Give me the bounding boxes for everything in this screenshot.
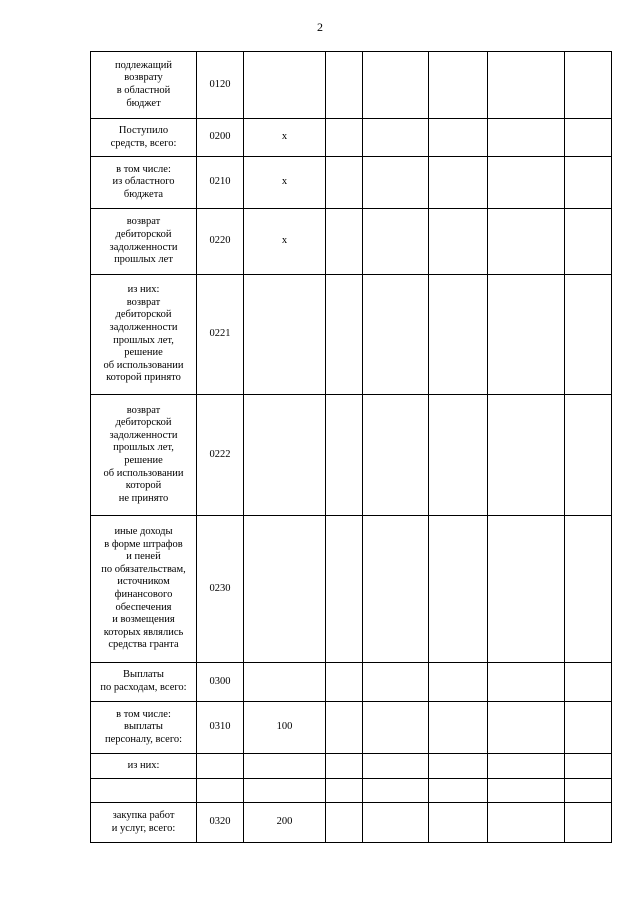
row-code: 0200: [197, 119, 244, 157]
empty-cell: [565, 209, 612, 275]
empty-cell: [363, 395, 429, 516]
table-row: [91, 209, 612, 275]
empty-cell: [363, 157, 429, 209]
amount-cell: x: [244, 209, 326, 275]
empty-cell: [565, 754, 612, 779]
amount-cell: x: [244, 119, 326, 157]
empty-cell: [488, 702, 565, 754]
empty-cell: [363, 516, 429, 663]
empty-cell: [565, 52, 612, 119]
amount-cell: x: [244, 157, 326, 209]
empty-cell: [363, 209, 429, 275]
row-label: в том числе: выплаты персоналу, всего:: [91, 702, 197, 754]
table-row: [91, 803, 612, 843]
table-row: [91, 702, 612, 754]
empty-cell: [326, 52, 363, 119]
table-row: [91, 779, 612, 803]
amount-cell: [244, 516, 326, 663]
empty-cell: [326, 157, 363, 209]
empty-cell: [326, 754, 363, 779]
empty-cell: [363, 275, 429, 395]
empty-cell: [565, 275, 612, 395]
empty-cell: [326, 702, 363, 754]
empty-cell: [326, 663, 363, 702]
empty-cell: [488, 52, 565, 119]
report-table: [90, 51, 612, 843]
empty-cell: [488, 395, 565, 516]
empty-cell: [488, 209, 565, 275]
empty-cell: [565, 702, 612, 754]
row-code: [197, 754, 244, 779]
empty-cell: [326, 209, 363, 275]
row-code: 0210: [197, 157, 244, 209]
row-code: [197, 779, 244, 803]
empty-cell: [429, 209, 488, 275]
amount-cell: [244, 779, 326, 803]
empty-cell: [429, 157, 488, 209]
empty-cell: [326, 395, 363, 516]
row-label: возврат дебиторской задолженности прошлых лет: [91, 209, 197, 275]
empty-cell: [429, 516, 488, 663]
empty-cell: [363, 779, 429, 803]
empty-cell: [326, 119, 363, 157]
empty-cell: [565, 119, 612, 157]
empty-cell: [429, 119, 488, 157]
empty-cell: [565, 516, 612, 663]
row-code: 0222: [197, 395, 244, 516]
empty-cell: [363, 52, 429, 119]
table-row: [91, 516, 612, 663]
empty-cell: [429, 275, 488, 395]
row-label: Поступило средств, всего:: [91, 119, 197, 157]
amount-cell: [244, 754, 326, 779]
amount-cell: [244, 52, 326, 119]
empty-cell: [326, 803, 363, 843]
empty-cell: [363, 803, 429, 843]
empty-cell: [565, 663, 612, 702]
page-number: 2: [317, 20, 323, 34]
empty-cell: [565, 395, 612, 516]
amount-cell: 100: [244, 702, 326, 754]
empty-cell: [488, 779, 565, 803]
table-row: [91, 754, 612, 779]
table-row: [91, 275, 612, 395]
empty-cell: [429, 663, 488, 702]
row-label: иные доходы в форме штрафов и пеней по обязательствам, источником финансового обеспечения и возмещения которых являлись средства гранта: [91, 516, 197, 663]
empty-cell: [326, 779, 363, 803]
row-code: 0320: [197, 803, 244, 843]
empty-cell: [565, 779, 612, 803]
empty-cell: [488, 119, 565, 157]
table-row: [91, 395, 612, 516]
empty-cell: [488, 754, 565, 779]
row-code: 0230: [197, 516, 244, 663]
amount-cell: 200: [244, 803, 326, 843]
amount-cell: [244, 275, 326, 395]
empty-cell: [488, 275, 565, 395]
row-label: в том числе: из областного бюджета: [91, 157, 197, 209]
row-code: 0300: [197, 663, 244, 702]
row-label: закупка работ и услуг, всего:: [91, 803, 197, 843]
row-code: 0220: [197, 209, 244, 275]
empty-cell: [363, 702, 429, 754]
amount-cell: [244, 395, 326, 516]
empty-cell: [429, 702, 488, 754]
empty-cell: [565, 803, 612, 843]
empty-cell: [488, 157, 565, 209]
row-code: 0310: [197, 702, 244, 754]
table-row: [91, 663, 612, 702]
empty-cell: [363, 119, 429, 157]
empty-cell: [429, 803, 488, 843]
empty-cell: [326, 275, 363, 395]
empty-cell: [326, 516, 363, 663]
table-row: [91, 119, 612, 157]
empty-cell: [429, 395, 488, 516]
row-label: Выплаты по расходам, всего:: [91, 663, 197, 702]
empty-cell: [363, 663, 429, 702]
row-label: возврат дебиторской задолженности прошлых лет, решение об использовании которой не принято: [91, 395, 197, 516]
empty-cell: [429, 754, 488, 779]
row-label: из них: возврат дебиторской задолженности прошлых лет, решение об использовании которой принято: [91, 275, 197, 395]
empty-cell: [488, 516, 565, 663]
empty-cell: [488, 803, 565, 843]
empty-cell: [488, 663, 565, 702]
empty-cell: [429, 779, 488, 803]
empty-cell: [565, 157, 612, 209]
row-code: 0221: [197, 275, 244, 395]
row-label: [91, 779, 197, 803]
row-label: из них:: [91, 754, 197, 779]
row-label: подлежащий возврату в областной бюджет: [91, 52, 197, 119]
empty-cell: [363, 754, 429, 779]
table-row: [91, 157, 612, 209]
amount-cell: [244, 663, 326, 702]
row-code: 0120: [197, 52, 244, 119]
table-row: [91, 52, 612, 119]
empty-cell: [429, 52, 488, 119]
